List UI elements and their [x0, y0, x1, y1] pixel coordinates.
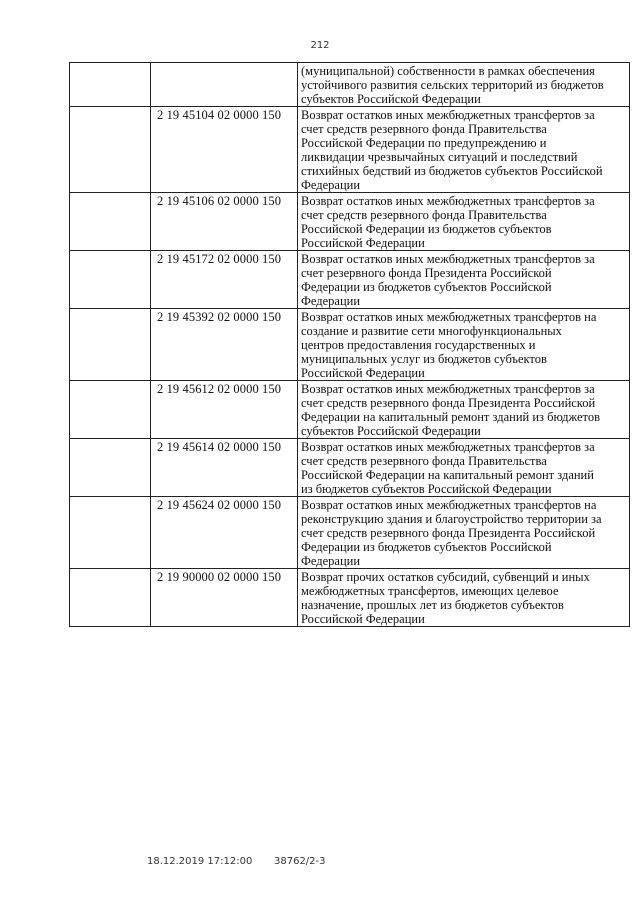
row-number-cell [70, 309, 151, 381]
description-line: Возврат остатков иных межбюджетных трансфертов за [301, 252, 595, 266]
description-line: Федерации [301, 554, 361, 568]
description-cell [298, 107, 630, 193]
description-line: из бюджетов субъектов Российской Федерации [301, 482, 552, 496]
description-line: ликвидации чрезвычайных ситуаций и последствий [301, 150, 578, 164]
description-line: счет средств резервного фонда Президента Российской [301, 526, 596, 540]
budget-code-cell: 2 19 45172 02 0000 150 [151, 251, 298, 309]
table-row [70, 439, 630, 497]
description-line: Российской Федерации [301, 366, 425, 380]
table-row [70, 107, 630, 193]
row-number-cell [70, 251, 151, 309]
page-number: 212 [310, 40, 330, 51]
description-line: Российской Федерации по предупреждению и [301, 136, 547, 150]
table-row [70, 309, 630, 381]
description-cell [298, 251, 630, 309]
description-line: Возврат остатков иных межбюджетных трансфертов за [301, 108, 595, 122]
footer-doc-code: 38762/2-3 [274, 856, 326, 867]
description-line: устойчивого развития сельских территорий из бюджетов [301, 78, 604, 92]
description-line: центров предоставления государственных и [301, 338, 536, 352]
footer-datetime: 18.12.2019 17:12:00 [147, 856, 253, 867]
description-line: счет резервного фонда Президента Российской [301, 266, 552, 280]
budget-code-cell: 2 19 45614 02 0000 150 [151, 439, 298, 497]
description-line: создание и развитие сети многофункциональных [301, 324, 562, 338]
row-number-cell [70, 107, 151, 193]
budget-code-cell: 2 19 45624 02 0000 150 [151, 497, 298, 569]
table-row [70, 497, 630, 569]
description-line: счет средств резервного фонда Правительства [301, 208, 547, 222]
description-cell [298, 63, 630, 107]
budget-code-cell [151, 63, 298, 107]
table-row [70, 381, 630, 439]
description-line: Возврат остатков иных межбюджетных трансфертов за [301, 440, 595, 454]
description-line: Российской Федерации на капитальный ремонт зданий [301, 468, 594, 482]
budget-code-cell: 2 19 45104 02 0000 150 [151, 107, 298, 193]
row-number-cell [70, 497, 151, 569]
budget-classification-table [69, 62, 630, 627]
budget-code-cell: 2 19 45392 02 0000 150 [151, 309, 298, 381]
description-line: счет средств резервного фонда Правительства [301, 122, 547, 136]
description-line: Российской Федерации [301, 236, 425, 250]
table-body [70, 63, 630, 627]
row-number-cell [70, 381, 151, 439]
description-line: стихийных бедствий из бюджетов субъектов Российской [301, 164, 603, 178]
description-line: Возврат остатков иных межбюджетных трансфертов на [301, 498, 597, 512]
budget-code-cell: 2 19 90000 02 0000 150 [151, 569, 298, 627]
description-cell [298, 497, 630, 569]
description-line: счет средств резервного фонда Правительства [301, 454, 547, 468]
description-cell [298, 569, 630, 627]
row-number-cell [70, 193, 151, 251]
description-cell [298, 193, 630, 251]
description-line: Федерации [301, 178, 361, 192]
table-row [70, 251, 630, 309]
description-line: реконструкцию здания и благоустройство территории за [301, 512, 602, 526]
description-cell [298, 309, 630, 381]
row-number-cell [70, 439, 151, 497]
description-line: субъектов Российской Федерации [301, 92, 481, 106]
row-number-cell [70, 569, 151, 627]
description-line: назначение, прошлых лет из бюджетов субъектов [301, 598, 564, 612]
description-line: Возврат остатков иных межбюджетных трансфертов на [301, 310, 597, 324]
description-cell [298, 439, 630, 497]
description-line: Возврат прочих остатков субсидий, субвенций и иных [301, 570, 590, 584]
description-line: Возврат остатков иных межбюджетных трансфертов за [301, 194, 595, 208]
description-line: Федерации [301, 294, 361, 308]
description-cell [298, 381, 630, 439]
budget-code-cell: 2 19 45612 02 0000 150 [151, 381, 298, 439]
description-line: межбюджетных трансфертов, имеющих целевое [301, 584, 559, 598]
table-row [70, 63, 630, 107]
budget-code-cell: 2 19 45106 02 0000 150 [151, 193, 298, 251]
description-line: Возврат остатков иных межбюджетных трансфертов за [301, 382, 595, 396]
description-line: Российской Федерации [301, 612, 425, 626]
description-line: Российской Федерации из бюджетов субъектов [301, 222, 552, 236]
table-row [70, 569, 630, 627]
description-line: (муниципальной) собственности в рамках обеспечения [301, 64, 595, 78]
description-line: субъектов Российской Федерации [301, 424, 481, 438]
description-line: Федерации из бюджетов субъектов Российской [301, 280, 552, 294]
description-line: счет средств резервного фонда Президента Российской [301, 396, 596, 410]
description-line: Федерации из бюджетов субъектов Российской [301, 540, 552, 554]
description-line: муниципальных услуг из бюджетов субъектов [301, 352, 547, 366]
table-row [70, 193, 630, 251]
row-number-cell [70, 63, 151, 107]
description-line: Федерации на капитальный ремонт зданий из бюджетов [301, 410, 600, 424]
